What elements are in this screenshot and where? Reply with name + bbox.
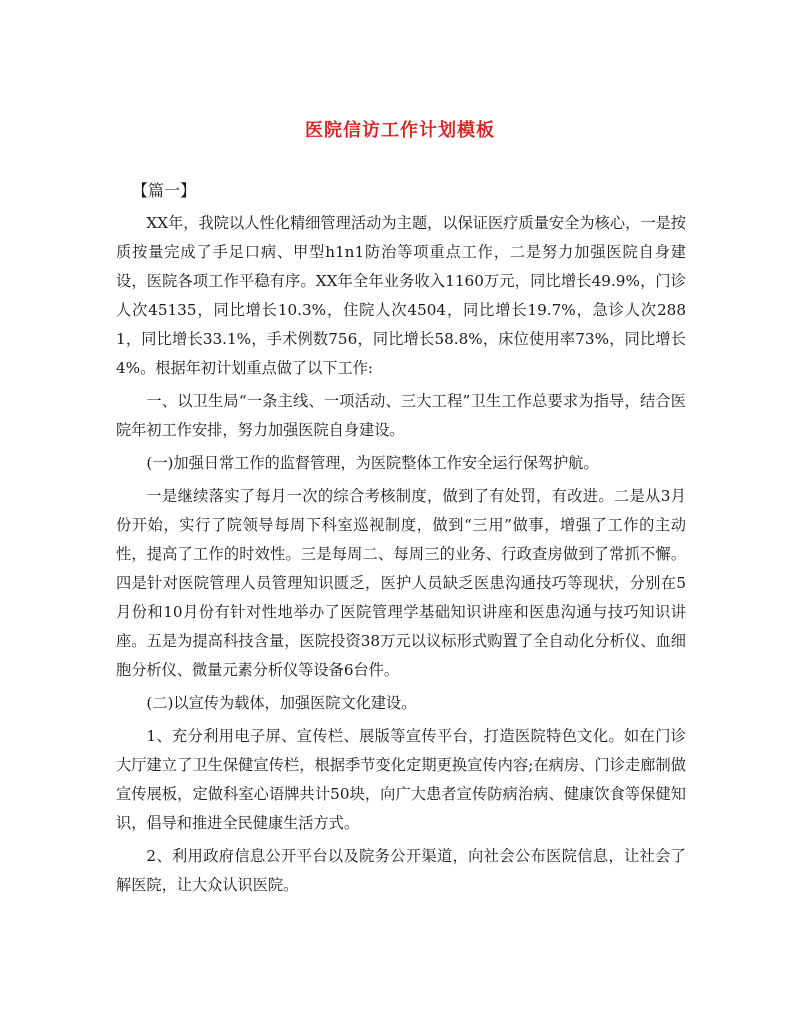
document-body <box>116 176 686 904</box>
paragraph-publicity-2: 2、利用政府信息公开平台以及院务公开渠道，向社会公布医院信息，让社会了解医院，让大众认识医院。 <box>116 847 686 894</box>
paragraph-measures: 一是继续落实了每月一次的综合考核制度，做到了有处罚，有改进。二是从3月份开始，实行了院领导每周下科室巡视制度，做到“三用”做事，增强了工作的主动性，提高了工作的时效性。三是每周二、每周三的业务、行政查房做到了常抓不懈。四是针对医院管理人员管理知识匮乏，医护人员缺乏医患沟通技巧等现状，分别在5月份和10月份有针对性地举办了医院管理学基础知识讲座和医患沟通与技巧知识讲座。五是为提高科技含量，医院投资38万元以议标形式购置了全自动化分析仪、血细胞分析仪、微量元素分析仪等设备6台件。 <box>116 487 686 679</box>
document-title: 医院信访工作计划模板 <box>305 120 495 141</box>
paragraph-subsection-1: (一)加强日常工作的监督管理，为医院整体工作安全运行保驾护航。 <box>146 454 599 472</box>
paragraph-intro: XX年，我院以人性化精细管理活动为主题，以保证医疗质量安全为核心，一是按质按量完成了手足口病、甲型h1n1防治等项重点工作，二是努力加强医院自身建设，医院各项工作平稳有序。XX年全年业务收入1160万元，同比增长49.9%，门诊人次45135，同比增长10.3%，住院人次4504，同比增长19.7%，急诊人次2881，同比增长33.1%，手术例数756，同比增长58.8%，床位使用率73%，同比增长4%。根据年初计划重点做了以下工作: <box>116 214 686 377</box>
paragraph-subsection-2: (二)以宣传为载体，加强医院文化建设。 <box>146 694 417 712</box>
paragraph-item-1: 一、以卫生局“一条主线、一项活动、三大工程”卫生工作总要求为指导，结合医院年初工作安排，努力加强医院自身建设。 <box>116 392 686 439</box>
section-label: 【篇一】 <box>132 181 197 200</box>
paragraph-publicity-1: 1、充分利用电子屏、宣传栏、展版等宣传平台，打造医院特色文化。如在门诊大厅建立了卫生保健宣传栏，根据季节变化定期更换宣传内容;在病房、门诊走廊制做宣传展板，定做科室心语牌共计50块，向广大患者宣传防病治病、健康饮食等保健知识，倡导和推进全民健康生活方式。 <box>116 727 686 832</box>
